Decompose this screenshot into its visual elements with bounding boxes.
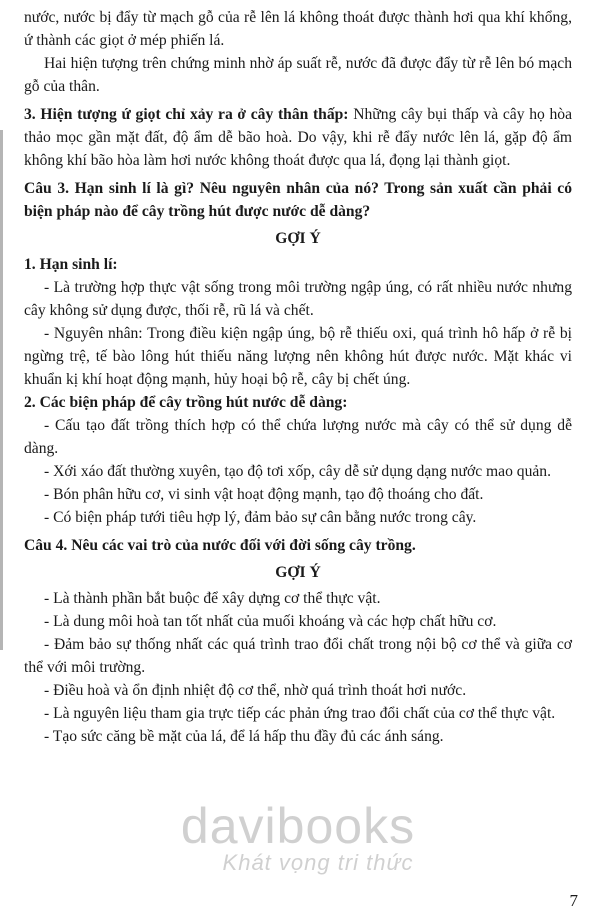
question-3: Câu 3. Hạn sinh lí là gì? Nêu nguyên nhân của nó? Trong sản xuất cần phải có biện pháp nào để cây trồng hút được nước dễ dàng? [24,180,572,220]
q3-bullet-4: - Xới xáo đất thường xuyên, tạo độ tơi xốp, cây dễ sử dụng dạng nước mao quản. [44,463,551,480]
hint-heading-q3: GỢI Ý [275,230,321,247]
section-3-text: Những cây bụi thấp và cây họ hòa thảo mọc gần mặt đất, độ ẩm dễ bão hoà. Do vậy, khi rễ đẩy nước lên lá, gặp độ ẩm không khí bão hòa làm hơi nước không thoát được qua lá, đọng lại thành giọt. [24,106,573,169]
q3-bullet-3: - Cấu tạo đất trồng thích hợp có thể chứa lượng nước mà cây có thể sử dụng dễ dàng. [24,417,572,457]
intro-paragraph-1: nước, nước bị đẩy từ mạch gỗ của rễ lên lá không thoát được thành hơi qua khí khổng, ứ thành các giọt ở mép phiến lá. [24,9,572,49]
q4-bullet-3: - Đảm bảo sự thống nhất các quá trình trao đổi chất trong nội bộ cơ thể và giữa cơ thể với môi trường. [24,636,572,676]
intro-paragraph-2: Hai hiện tượng trên chứng minh nhờ áp suất rễ, nước đã được đẩy từ rễ lên bó mạch gỗ của thân. [24,55,572,95]
q4-bullet-1: - Là thành phần bắt buộc để xây dựng cơ thể thực vật. [44,590,381,607]
q4-bullet-4: - Điều hoà và ổn định nhiệt độ cơ thể, nhờ quá trình thoát hơi nước. [44,682,467,699]
q4-bullet-5: - Là nguyên liệu tham gia trực tiếp các phản ứng trao đổi chất của cơ thể thực vật. [44,705,556,722]
page-number: 7 [569,891,578,910]
publisher-watermark [148,800,448,874]
book-page [24,6,572,748]
q3-bullet-5: - Bón phân hữu cơ, vi sinh vật hoạt động mạnh, tạo độ thoáng cho đất. [44,486,484,503]
q4-bullet-2: - Là dung môi hoà tan tốt nhất của muối khoáng và các hợp chất hữu cơ. [44,613,497,630]
watermark-slogan: Khát vọng tri thức [222,850,414,875]
page-edge-shadow [0,130,3,650]
q4-bullet-6: - Tạo sức căng bề mặt của lá, để lá hấp thu đầy đủ các ánh sáng. [44,728,444,745]
q3-bullet-1: - Là trường hợp thực vật sống trong môi trường ngập úng, có rất nhiều nước nhưng cây không sử dụng được, thối rễ, rũ lá và chết. [24,279,572,319]
q3-heading-2: 2. Các biện pháp để cây trồng hút nước dễ dàng: [24,394,348,411]
q3-bullet-2: - Nguyên nhân: Trong điều kiện ngập úng, bộ rễ thiếu oxi, quá trình hô hấp ở rễ bị ngừng trệ, tế bào lông hút thiếu năng lượng nên không hút được nước. Mặt khác vi khuẩn kị khí hoạt động mạnh, hủy hoại bộ rễ, cây bị chết úng. [24,325,572,388]
q3-bullet-6: - Có biện pháp tưới tiêu hợp lý, đảm bảo sự cân bằng nước trong cây. [44,509,477,526]
watermark-brand: davibooks [180,798,416,854]
section-3-heading: 3. Hiện tượng ứ giọt chỉ xảy ra ở cây thân thấp: [24,106,349,123]
intro-paragraph-3 [24,103,572,172]
question-4: Câu 4. Nêu các vai trò của nước đối với đời sống cây trồng. [24,537,416,554]
q3-heading-1: 1. Hạn sinh lí: [24,256,118,273]
hint-heading-q4: GỢI Ý [275,564,321,581]
